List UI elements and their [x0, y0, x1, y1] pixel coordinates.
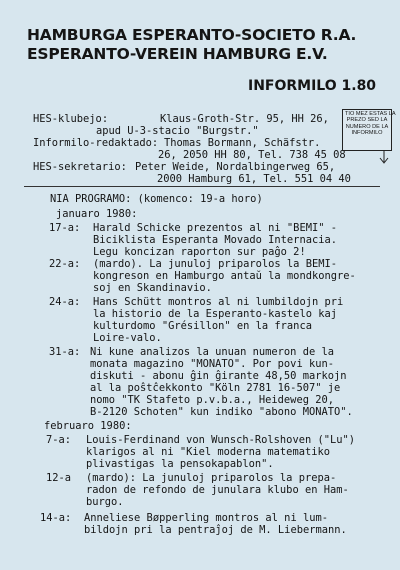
- month-heading: februaro 1980:: [44, 420, 132, 432]
- event-line: kongreson en Hamburgo antaŭ la mondkongre-: [93, 270, 356, 282]
- event-line: Hans Schütt montros al ni lumbildojn pri: [93, 296, 344, 308]
- event-line: radon de refondo de junulara klubo en Ham-: [86, 484, 349, 496]
- event-date: 7-a:: [46, 434, 72, 446]
- informilo-issue-title: INFORMILO 1.80: [248, 78, 377, 94]
- event-date: 12-a: [46, 472, 72, 484]
- event-line: burgo.: [86, 496, 124, 508]
- info-text: 2000 Hamburg 61, Tel. 551 04 40: [157, 173, 351, 185]
- event-line: kulturdomo "Grésillon" en la franca: [93, 320, 312, 332]
- event-line: bildojn pri la pentraĵoj de M. Liebermann.: [84, 524, 347, 536]
- event-line: nomo "TK Stafeto p.v.b.a., Heideweg 20,: [90, 394, 334, 406]
- stamp-line: INFORMILO: [351, 129, 383, 136]
- arrow-down-icon: [378, 150, 390, 164]
- event-date: 24-a:: [49, 296, 81, 308]
- event-line: Loire-valo.: [93, 332, 162, 344]
- event-line: klarigos al ni "Kiel moderna matematiko: [86, 446, 330, 458]
- event-line: Louis-Ferdinand von Wunsch-Rolshoven ("Lu"): [86, 434, 355, 446]
- event-line: (mardo): La junuloj priparolos la prepa-: [86, 472, 337, 484]
- info-text: Peter Weide, Nordalbingerweg 65,: [135, 161, 336, 173]
- month-heading: januaro 1980:: [56, 208, 138, 220]
- event-line: Anneliese Bøpperling montros al ni lum-: [84, 512, 328, 524]
- info-text: apud U-3-stacio "Burgstr.": [96, 125, 259, 137]
- society-name-de: ESPERANTO-VEREIN HAMBURG E.V.: [27, 45, 328, 63]
- event-line: B-2120 Schoten" kun indiko "abono MONATO".: [90, 406, 353, 418]
- stamp-line: NUMERO DE LA: [345, 123, 389, 130]
- event-line: Legu koncizan raporton sur paĝo 2!: [93, 246, 306, 258]
- event-line: Ni kune analizos la unuan numeron de la: [90, 346, 334, 358]
- event-line: Biciklista Esperanta Movado Internacia.: [93, 234, 337, 246]
- event-date: 31-a:: [49, 346, 81, 358]
- event-date: 22-a:: [49, 258, 81, 270]
- program-title: NIA PROGRAMO: (komenco: 19-a horo): [50, 193, 263, 205]
- event-line: soj en Skandinavio.: [93, 282, 212, 294]
- info-text: Klaus-Groth-Str. 95, HH 26,: [160, 113, 329, 125]
- event-line: monata magazino "MONATO". Por povi kun-: [90, 358, 334, 370]
- info-text: 26, 2050 HH 80, Tel. 738 45 08: [158, 149, 346, 161]
- stamp-line: TIO MEZ ESTAS LA: [345, 111, 396, 117]
- event-line: la historio de la Esperanto-kastelo kaj: [93, 308, 337, 320]
- event-line: (mardo). La junuloj priparolos la BEMI-: [93, 258, 337, 270]
- stamp-line: PREZO SED LA: [346, 117, 388, 124]
- price-stamp: [342, 109, 396, 151]
- divider: [24, 186, 380, 187]
- info-label: Informilo-redaktado:: [33, 137, 159, 149]
- info-label: HES-klubejo:: [33, 113, 109, 125]
- event-date: 17-a:: [49, 222, 81, 234]
- info-label: HES-sekretario:: [33, 161, 127, 173]
- event-date: 14-a:: [40, 512, 72, 524]
- event-line: Harald Schicke prezentos al ni "BEMI" -: [93, 222, 337, 234]
- event-line: plivastigas la pensokapablon".: [86, 458, 274, 470]
- event-line: al la poŝtĉekkonto "Köln 2781 16-507" je: [90, 382, 341, 394]
- info-text: Thomas Bormann, Schäfstr.: [164, 137, 321, 149]
- event-line: diskuti - abonu ĝin ĝirante 48,50 markojn: [90, 370, 347, 382]
- society-name-eo: HAMBURGA ESPERANTO-SOCIETO R.A.: [27, 26, 357, 44]
